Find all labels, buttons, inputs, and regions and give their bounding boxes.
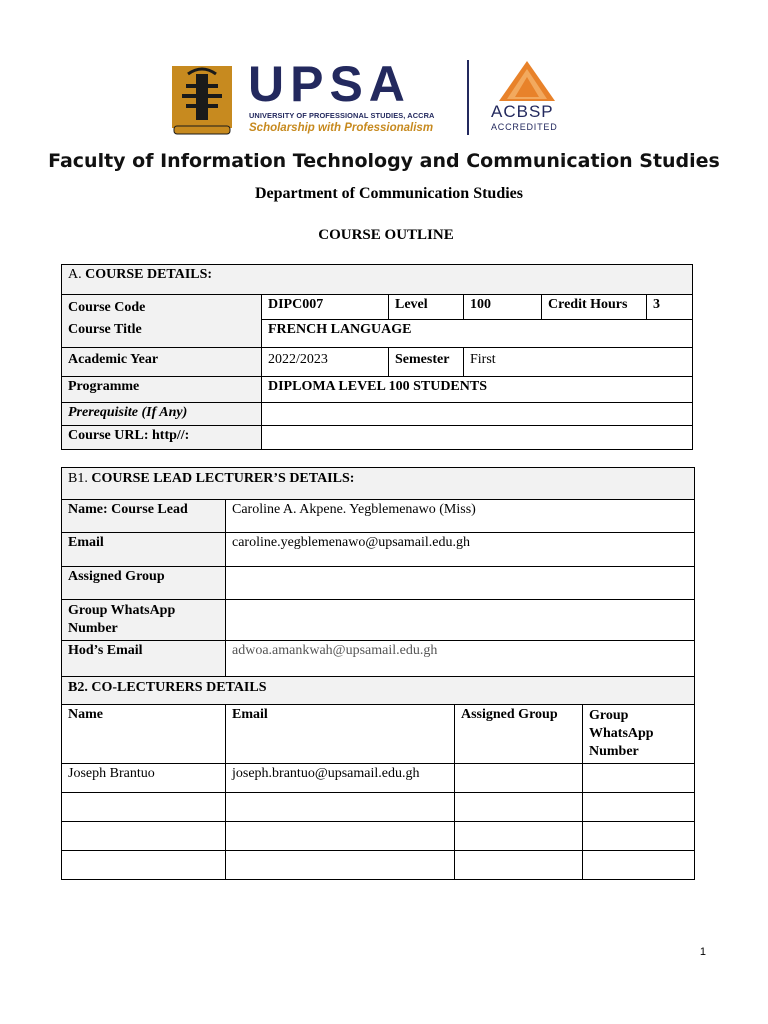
- co-lecturer-whatsapp: [583, 851, 695, 880]
- lead-email-value: caroline.yegblemenawo@upsamail.edu.gh: [226, 533, 695, 567]
- co-lecturer-name: Joseph Brantuo: [62, 764, 226, 793]
- table-row: [62, 764, 695, 793]
- course-title-label: Course Title: [62, 320, 262, 348]
- co-lecturer-email-header: Email: [226, 705, 455, 764]
- co-lecturer-name-header: Name: [62, 705, 226, 764]
- hod-email-value: adwoa.amankwah@upsamail.edu.gh: [226, 641, 695, 677]
- university-tagline: Scholarship with Professionalism: [249, 122, 434, 134]
- department-heading: Department of Communication Studies: [255, 185, 523, 202]
- co-lecturer-name: [62, 851, 226, 880]
- hod-email-label: Hod’s Email: [62, 641, 226, 677]
- faculty-heading: Faculty of Information Technology and Communication Studies: [48, 150, 720, 172]
- assigned-group-value: [226, 567, 695, 600]
- section-b1-title: COURSE LEAD LECTURER’S DETAILS:: [91, 471, 355, 486]
- course-code-value: DIPC007: [262, 295, 389, 320]
- co-lecturer-whatsapp: [583, 822, 695, 851]
- lead-email-label: Email: [62, 533, 226, 567]
- group-whatsapp-label: Group WhatsApp Number: [62, 600, 226, 641]
- section-a-prefix: A.: [68, 267, 82, 282]
- acbsp-triangle-logo: [497, 59, 557, 103]
- co-lecturer-whatsapp: [583, 793, 695, 822]
- credit-hours-label: Credit Hours: [542, 295, 647, 320]
- level-label: Level: [389, 295, 464, 320]
- co-lecturer-name: [62, 822, 226, 851]
- prerequisite-value: [262, 403, 693, 426]
- lecturer-details-table: [61, 467, 695, 880]
- credit-hours-value: 3: [647, 295, 693, 320]
- lead-name-value: Caroline A. Akpene. Yegblemenawo (Miss): [226, 500, 695, 533]
- academic-year-label: Academic Year: [62, 348, 262, 377]
- co-lecturer-whatsapp-header: Group WhatsApp Number: [583, 705, 695, 764]
- group-whatsapp-value: [226, 600, 695, 641]
- programme-label: Programme: [62, 377, 262, 403]
- course-details-table: [61, 264, 693, 450]
- acbsp-wordmark: ACBSP: [491, 102, 554, 121]
- course-url-value: [262, 426, 693, 450]
- section-a-title: COURSE DETAILS:: [85, 267, 213, 282]
- course-details-header: [62, 265, 693, 295]
- co-lecturer-group: [455, 764, 583, 793]
- table-row: [62, 822, 695, 851]
- assigned-group-label: Assigned Group: [62, 567, 226, 600]
- page-number: 1: [699, 946, 706, 958]
- academic-year-value: 2022/2023: [262, 348, 389, 377]
- course-title-value: FRENCH LANGUAGE: [262, 320, 693, 348]
- lead-name-label: Name: Course Lead: [62, 500, 226, 533]
- university-name: UNIVERSITY OF PROFESSIONAL STUDIES, ACCRA: [249, 111, 435, 120]
- co-lecturer-email: joseph.brantuo@upsamail.edu.gh: [226, 764, 455, 793]
- co-lecturer-email: [226, 822, 455, 851]
- course-code-label: Course Code: [62, 295, 262, 320]
- lead-lecturer-header: [62, 468, 695, 500]
- course-url-label: Course URL: http//:: [62, 426, 262, 450]
- upsa-shield-logo: [172, 66, 232, 136]
- co-lecturer-whatsapp: [583, 764, 695, 793]
- co-lecturer-group: [455, 822, 583, 851]
- document-title: COURSE OUTLINE: [318, 227, 454, 243]
- table-row: [62, 851, 695, 880]
- semester-label: Semester: [389, 348, 464, 377]
- co-lecturer-email: [226, 851, 455, 880]
- semester-value: First: [464, 348, 693, 377]
- co-lecturers-header: B2. CO-LECTURERS DETAILS: [62, 677, 695, 705]
- programme-value: DIPLOMA LEVEL 100 STUDENTS: [262, 377, 693, 403]
- co-lecturer-name: [62, 793, 226, 822]
- level-value: 100: [464, 295, 542, 320]
- co-lecturer-email: [226, 793, 455, 822]
- logo-divider: [467, 60, 469, 135]
- section-b1-prefix: B1.: [68, 471, 88, 486]
- upsa-wordmark: UPSA: [248, 56, 411, 112]
- table-row: [62, 793, 695, 822]
- co-lecturer-group-header: Assigned Group: [455, 705, 583, 764]
- co-lecturer-group: [455, 851, 583, 880]
- co-lecturer-group: [455, 793, 583, 822]
- prerequisite-label: Prerequisite (If Any): [62, 403, 262, 426]
- acbsp-accredited: ACCREDITED: [491, 122, 558, 132]
